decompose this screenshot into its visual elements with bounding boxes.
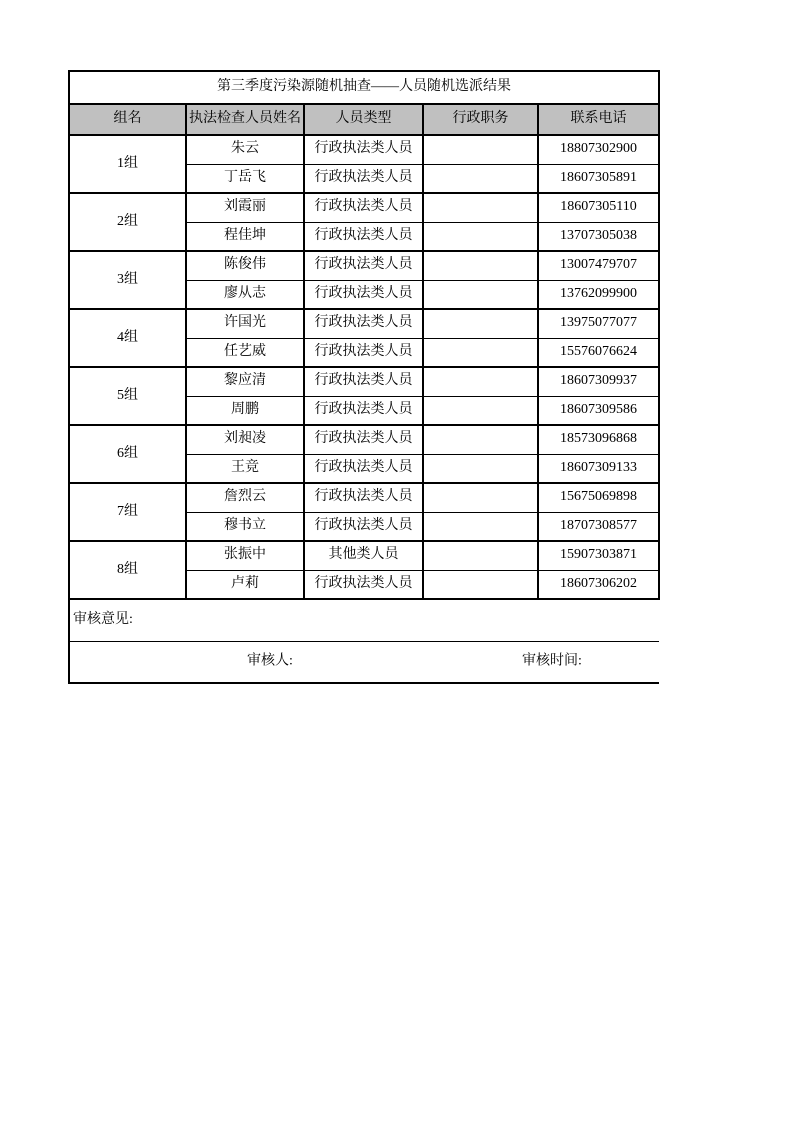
person-name-cell: 刘霞丽 bbox=[186, 193, 304, 222]
duty-cell bbox=[423, 135, 538, 164]
review-opinion-row bbox=[69, 599, 659, 642]
duty-cell bbox=[423, 193, 538, 222]
person-type-cell: 行政执法类人员 bbox=[304, 512, 423, 541]
duty-cell bbox=[423, 280, 538, 309]
duty-cell bbox=[423, 222, 538, 251]
group-name-cell: 5组 bbox=[69, 367, 186, 425]
review-time-label: 审核时间: bbox=[522, 653, 582, 669]
column-header-person: 执法检查人员姓名 bbox=[186, 104, 304, 135]
person-name-cell: 许国光 bbox=[186, 309, 304, 338]
person-name-cell: 程佳坤 bbox=[186, 222, 304, 251]
person-name-cell: 任艺威 bbox=[186, 338, 304, 367]
phone-cell: 18607309586 bbox=[538, 396, 659, 425]
phone-cell: 18807302900 bbox=[538, 135, 659, 164]
person-type-cell: 行政执法类人员 bbox=[304, 280, 423, 309]
person-name-cell: 王竞 bbox=[186, 454, 304, 483]
person-name-cell: 穆书立 bbox=[186, 512, 304, 541]
duty-cell bbox=[423, 396, 538, 425]
table-row bbox=[69, 425, 659, 454]
table-row bbox=[69, 251, 659, 280]
table-row bbox=[69, 541, 659, 570]
person-name-cell: 卢莉 bbox=[186, 570, 304, 599]
column-header-type: 人员类型 bbox=[304, 104, 423, 135]
group-name-cell: 1组 bbox=[69, 135, 186, 193]
person-type-cell: 其他类人员 bbox=[304, 541, 423, 570]
person-name-cell: 丁岳飞 bbox=[186, 164, 304, 193]
person-type-cell: 行政执法类人员 bbox=[304, 454, 423, 483]
phone-cell: 18707308577 bbox=[538, 512, 659, 541]
column-header-duty: 行政职务 bbox=[423, 104, 538, 135]
person-type-cell: 行政执法类人员 bbox=[304, 309, 423, 338]
table-row bbox=[69, 193, 659, 222]
table-header-row bbox=[69, 104, 659, 135]
person-type-cell: 行政执法类人员 bbox=[304, 135, 423, 164]
person-type-cell: 行政执法类人员 bbox=[304, 193, 423, 222]
table-row bbox=[69, 135, 659, 164]
group-name-cell: 3组 bbox=[69, 251, 186, 309]
personnel-selection-table bbox=[68, 70, 660, 684]
review-opinion-label: 审核意见: bbox=[69, 599, 659, 642]
table-row bbox=[69, 367, 659, 396]
duty-cell bbox=[423, 512, 538, 541]
phone-cell: 13007479707 bbox=[538, 251, 659, 280]
person-type-cell: 行政执法类人员 bbox=[304, 338, 423, 367]
phone-cell: 18607305891 bbox=[538, 164, 659, 193]
review-sign-cell bbox=[69, 642, 659, 684]
group-name-cell: 4组 bbox=[69, 309, 186, 367]
phone-cell: 13762099900 bbox=[538, 280, 659, 309]
person-type-cell: 行政执法类人员 bbox=[304, 164, 423, 193]
table-row bbox=[69, 483, 659, 512]
duty-cell bbox=[423, 425, 538, 454]
person-name-cell: 黎应清 bbox=[186, 367, 304, 396]
phone-cell: 18607305110 bbox=[538, 193, 659, 222]
person-name-cell: 张振中 bbox=[186, 541, 304, 570]
phone-cell: 15675069898 bbox=[538, 483, 659, 512]
table-title: 第三季度污染源随机抽查——人员随机选派结果 bbox=[69, 71, 659, 104]
duty-cell bbox=[423, 164, 538, 193]
duty-cell bbox=[423, 338, 538, 367]
phone-cell: 18607309133 bbox=[538, 454, 659, 483]
phone-cell: 18573096868 bbox=[538, 425, 659, 454]
duty-cell bbox=[423, 454, 538, 483]
person-name-cell: 陈俊伟 bbox=[186, 251, 304, 280]
group-name-cell: 7组 bbox=[69, 483, 186, 541]
column-header-group: 组名 bbox=[69, 104, 186, 135]
person-name-cell: 朱云 bbox=[186, 135, 304, 164]
duty-cell bbox=[423, 367, 538, 396]
person-type-cell: 行政执法类人员 bbox=[304, 483, 423, 512]
person-type-cell: 行政执法类人员 bbox=[304, 570, 423, 599]
group-name-cell: 6组 bbox=[69, 425, 186, 483]
duty-cell bbox=[423, 309, 538, 338]
phone-cell: 13975077077 bbox=[538, 309, 659, 338]
duty-cell bbox=[423, 483, 538, 512]
person-type-cell: 行政执法类人员 bbox=[304, 425, 423, 454]
person-name-cell: 周鹏 bbox=[186, 396, 304, 425]
phone-cell: 15576076624 bbox=[538, 338, 659, 367]
phone-cell: 13707305038 bbox=[538, 222, 659, 251]
person-name-cell: 廖从志 bbox=[186, 280, 304, 309]
person-name-cell: 詹烈云 bbox=[186, 483, 304, 512]
person-name-cell: 刘昶凌 bbox=[186, 425, 304, 454]
table-title-row bbox=[69, 71, 659, 104]
duty-cell bbox=[423, 541, 538, 570]
group-name-cell: 8组 bbox=[69, 541, 186, 599]
table-row bbox=[69, 309, 659, 338]
person-type-cell: 行政执法类人员 bbox=[304, 367, 423, 396]
person-type-cell: 行政执法类人员 bbox=[304, 396, 423, 425]
duty-cell bbox=[423, 570, 538, 599]
reviewer-label: 审核人: bbox=[247, 653, 293, 669]
phone-cell: 18607306202 bbox=[538, 570, 659, 599]
person-type-cell: 行政执法类人员 bbox=[304, 222, 423, 251]
review-sign-row bbox=[69, 642, 659, 684]
person-type-cell: 行政执法类人员 bbox=[304, 251, 423, 280]
duty-cell bbox=[423, 251, 538, 280]
phone-cell: 15907303871 bbox=[538, 541, 659, 570]
column-header-phone: 联系电话 bbox=[538, 104, 659, 135]
phone-cell: 18607309937 bbox=[538, 367, 659, 396]
group-name-cell: 2组 bbox=[69, 193, 186, 251]
